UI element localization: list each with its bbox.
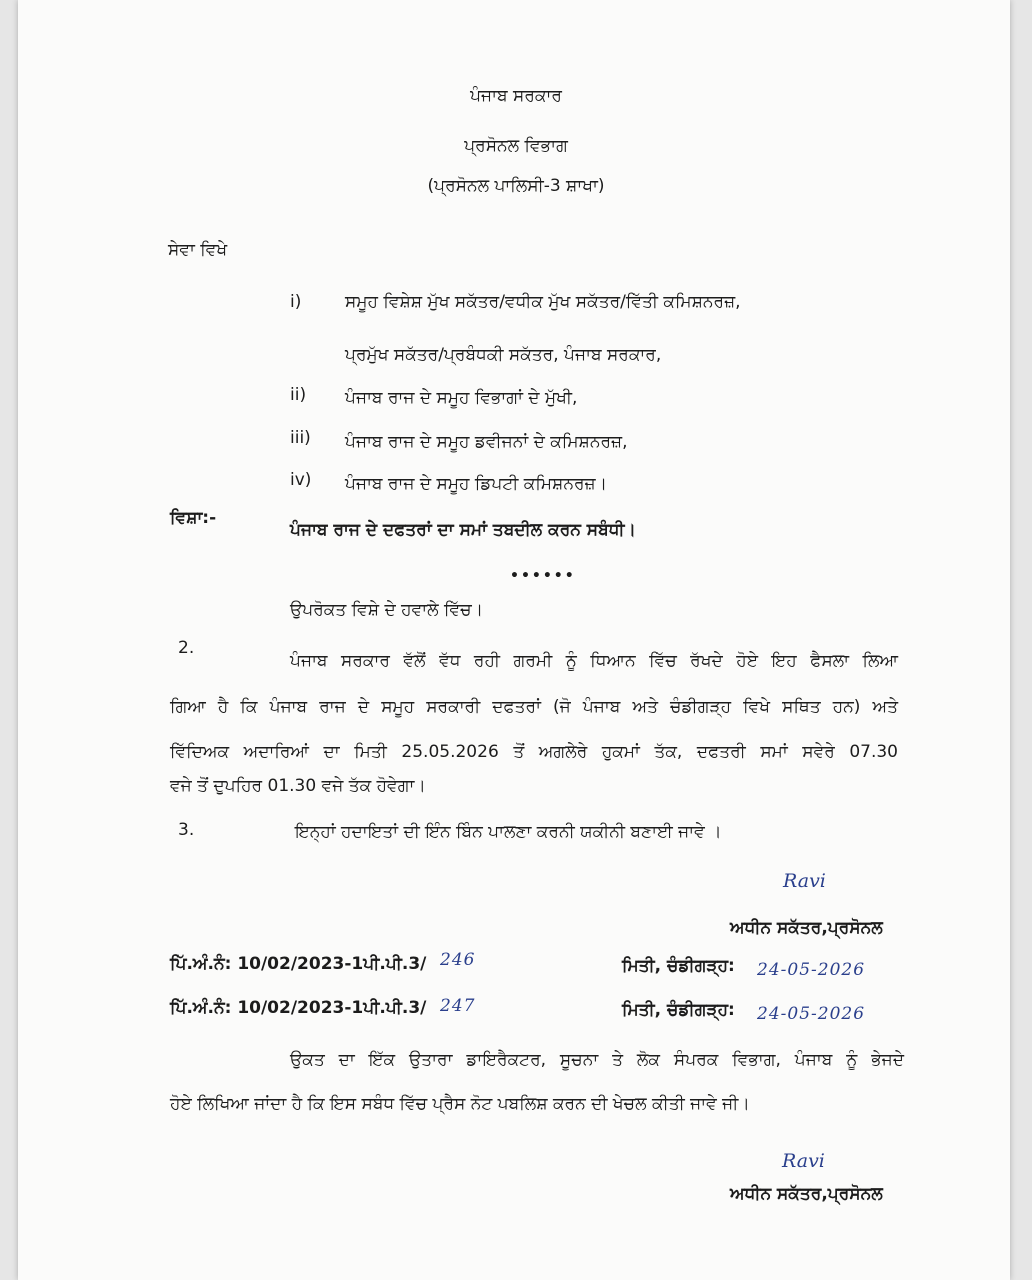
salutation: ਸੇਵਾ ਵਿਖੇ — [168, 240, 228, 260]
header-government: ਪੰਜਾਬ ਸਰਕਾਰ — [470, 86, 562, 106]
reference-line: ਉਪਰੋਕਤ ਵਿਸ਼ੇ ਦੇ ਹਵਾਲੇ ਵਿੱਚ। — [290, 600, 484, 620]
addressee-number: i) — [290, 292, 302, 312]
handwritten-date: 24-05-2026 — [757, 960, 866, 980]
addressee-line: ਪੰਜਾਬ ਰਾਜ ਦੇ ਸਮੂਹ ਵਿਭਾਗਾਂ ਦੇ ਮੁੱਖੀ, — [345, 388, 578, 408]
header-branch: (ਪ੍ਰਸੋਨਲ ਪਾਲਿਸੀ-3 ਸ਼ਾਖਾ) — [427, 176, 605, 196]
subject-label: ਵਿਸ਼ਾ:- — [170, 508, 217, 528]
copy-paragraph-line: ਉਕਤ ਦਾ ਇੱਕ ਉਤਾਰਾ ਡਾਇਰੈਕਟਰ, ਸੂਚਨਾ ਤੇ ਲੋਕ ਸੰਪਰਕ ਵਿਭਾਗ, ਪੰਜਾਬ ਨੂੰ ਭੇਜਦੇ — [290, 1050, 904, 1070]
paragraph-number: 3. — [178, 820, 195, 840]
endorsement-reference: ਪਿੱ.ਅੰ.ਨੰ: 10/02/2023-1ਪੀ.ਪੀ.3/ — [170, 954, 427, 974]
endorsement-date-label: ਮਿਤੀ, ਚੰਡੀਗੜ੍ਹ: — [622, 1000, 735, 1020]
endorsement-reference: ਪਿੱ.ਅੰ.ਨੰ: 10/02/2023-1ਪੀ.ਪੀ.3/ — [170, 998, 427, 1018]
addressee-line: ਪੰਜਾਬ ਰਾਜ ਦੇ ਸਮੂਹ ਡਿਪਟੀ ਕਮਿਸ਼ਨਰਜ਼। — [345, 474, 608, 494]
handwritten-number: 246 — [440, 950, 476, 970]
paragraph-line: ਵਿੱਦਿਅਕ ਅਦਾਰਿਆਂ ਦਾ ਮਿਤੀ 25.05.2026 ਤੋਂ ਅਗਲੇਰੇ ਹੁਕਮਾਂ ਤੱਕ, ਦਫਤਰੀ ਸਮਾਂ ਸਵੇਰੇ 07.30 — [170, 742, 898, 762]
paragraph-line: ਪੰਜਾਬ ਸਰਕਾਰ ਵੱਲੋਂ ਵੱਧ ਰਹੀ ਗਰਮੀ ਨੂੰ ਧਿਆਨ ਵਿੱਚ ਰੱਖਦੇ ਹੋਏ ਇਹ ਫੈਸਲਾ ਲਿਆ — [290, 651, 898, 671]
addressee-line: ਪੰਜਾਬ ਰਾਜ ਦੇ ਸਮੂਹ ਡਵੀਜਨਾਂ ਦੇ ਕਮਿਸ਼ਨਰਜ਼, — [345, 432, 628, 452]
handwritten-number: 247 — [440, 996, 476, 1016]
addressee-number: iii) — [290, 428, 311, 448]
paragraph-number: 2. — [178, 638, 195, 658]
paragraph-line: ਵਜੇ ਤੋਂ ਦੁਪਹਿਰ 01.30 ਵਜੇ ਤੱਕ ਹੋਵੇਗਾ। — [170, 776, 426, 796]
subject-text: ਪੰਜਾਬ ਰਾਜ ਦੇ ਦਫਤਰਾਂ ਦਾ ਸਮਾਂ ਤਬਦੀਲ ਕਰਨ ਸਬੰਧੀ। — [290, 520, 636, 540]
signatory-title: ਅਧੀਨ ਸਕੱਤਰ,ਪ੍ਰਸੋਨਲ — [730, 1184, 883, 1204]
paragraph-line: ਗਿਆ ਹੈ ਕਿ ਪੰਜਾਬ ਰਾਜ ਦੇ ਸਮੂਹ ਸਰਕਾਰੀ ਦਫਤਰਾਂ (ਜੋ ਪੰਜਾਬ ਅਤੇ ਚੰਡੀਗੜ੍ਹ ਵਿਖੇ ਸਥਿਤ ਹਨ) ਅਤੇ — [170, 697, 898, 717]
endorsement-date-label: ਮਿਤੀ, ਚੰਡੀਗੜ੍ਹ: — [622, 956, 735, 976]
handwritten-signature: Ravi — [782, 1150, 825, 1172]
addressee-number: iv) — [290, 470, 312, 490]
separator-dots: •••••• — [510, 568, 576, 584]
addressee-line: ਸਮੂਹ ਵਿਸ਼ੇਸ਼ ਮੁੱਖ ਸਕੱਤਰ/ਵਧੀਕ ਮੁੱਖ ਸਕੱਤਰ/ਵਿੱਤੀ ਕਮਿਸ਼ਨਰਜ਼, — [345, 292, 741, 312]
paragraph-text: ਇਨ੍ਹਾਂ ਹਦਾਇਤਾਂ ਦੀ ਇੰਨ ਬਿੰਨ ਪਾਲਣਾ ਕਰਨੀ ਯਕੀਨੀ ਬਣਾਈ ਜਾਵੇ । — [295, 822, 722, 842]
addressee-number: ii) — [290, 385, 307, 405]
addressee-line: ਪ੍ਰਮੁੱਖ ਸਕੱਤਰ/ਪ੍ਰਬੰਧਕੀ ਸਕੱਤਰ, ਪੰਜਾਬ ਸਰਕਾਰ, — [345, 345, 662, 365]
header-department: ਪ੍ਰਸੋਨਲ ਵਿਭਾਗ — [464, 136, 568, 156]
signatory-title: ਅਧੀਨ ਸਕੱਤਰ,ਪ੍ਰਸੋਨਲ — [730, 918, 883, 938]
handwritten-signature: Ravi — [783, 870, 826, 892]
copy-paragraph-line: ਹੋਏ ਲਿਖਿਆ ਜਾਂਦਾ ਹੈ ਕਿ ਇਸ ਸਬੰਧ ਵਿੱਚ ਪ੍ਰੈਸ ਨੋਟ ਪਬਲਿਸ਼ ਕਰਨ ਦੀ ਖੇਚਲ ਕੀਤੀ ਜਾਵੇ ਜੀ। — [170, 1094, 750, 1114]
handwritten-date: 24-05-2026 — [757, 1004, 866, 1024]
